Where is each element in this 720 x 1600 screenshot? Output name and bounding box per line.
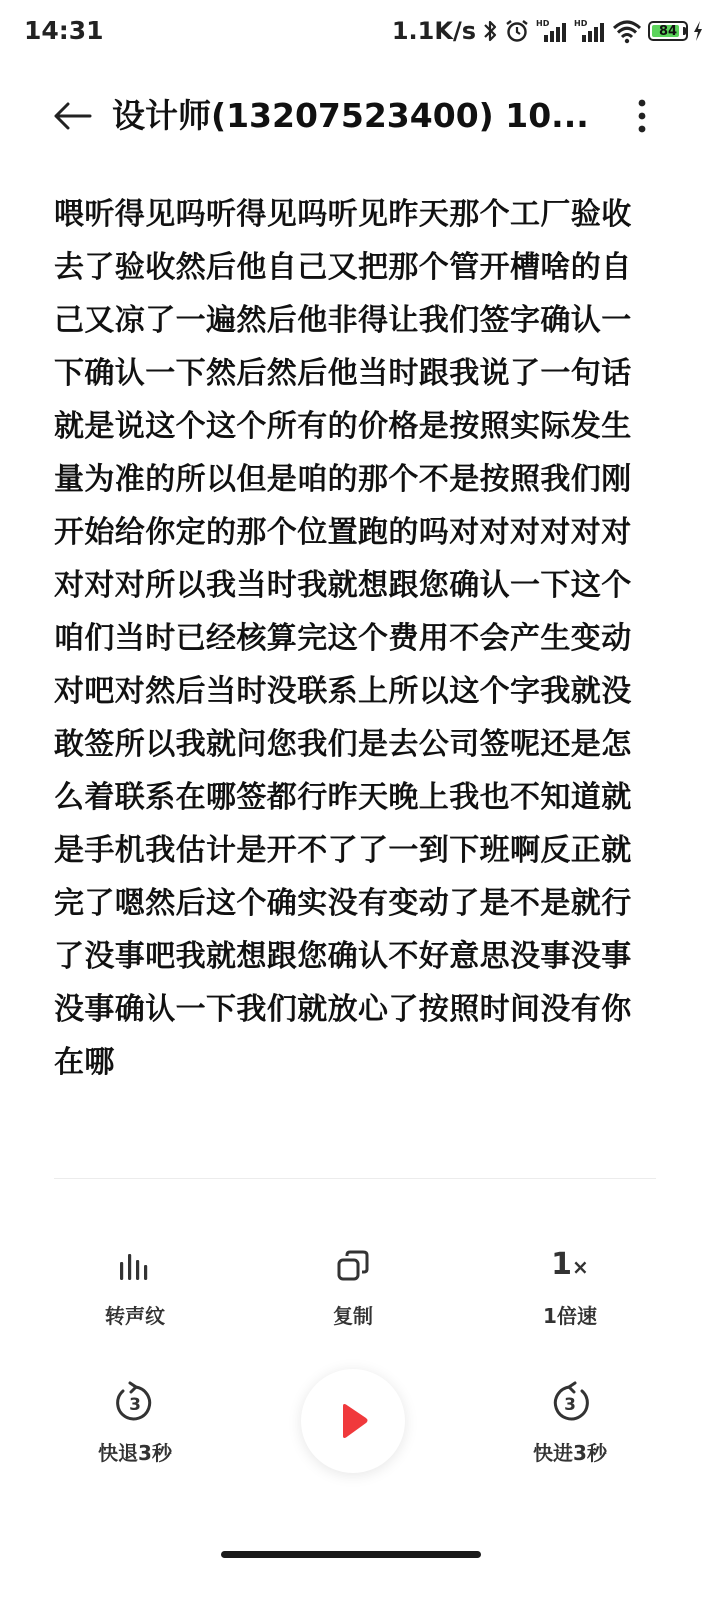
- battery-level: 84: [658, 23, 678, 39]
- signal-hd-icon: [574, 18, 606, 44]
- rewind-label: 快退3秒: [98, 1441, 172, 1465]
- forward-number: 3: [564, 1395, 576, 1415]
- status-time: 14:31: [24, 16, 104, 45]
- transcript-area[interactable]: [54, 188, 634, 1122]
- copy-icon: [336, 1244, 370, 1288]
- waveform-button[interactable]: [55, 1244, 215, 1329]
- more-button[interactable]: [626, 94, 658, 138]
- wifi-icon: [612, 18, 642, 44]
- page-title: 设计师(13207523400) 10...: [112, 96, 589, 135]
- play-icon: [333, 1401, 373, 1441]
- play-button[interactable]: [301, 1369, 405, 1473]
- network-speed: 1.1K/s: [391, 17, 476, 45]
- alarm-icon: [504, 18, 530, 44]
- forward-label: 快进3秒: [533, 1441, 607, 1465]
- waveform-icon: [118, 1244, 152, 1288]
- speed-glyph-number: 1: [551, 1247, 573, 1282]
- forward-button[interactable]: [490, 1381, 650, 1466]
- more-vertical-icon: [637, 98, 647, 134]
- forward-icon: [548, 1381, 592, 1425]
- playback-speed-button[interactable]: [490, 1244, 650, 1329]
- charging-icon: [692, 20, 704, 42]
- status-icons: [392, 16, 704, 46]
- rewind-button[interactable]: [55, 1381, 215, 1466]
- arrow-left-icon: [52, 100, 92, 132]
- home-indicator[interactable]: [221, 1551, 481, 1558]
- rewind-number: 3: [129, 1395, 141, 1415]
- header: [0, 80, 720, 152]
- speed-icon: [551, 1244, 589, 1288]
- waveform-label: 转声纹: [105, 1304, 165, 1328]
- back-button[interactable]: [48, 94, 96, 138]
- status-bar: [0, 0, 720, 64]
- speed-label: 1倍速: [543, 1304, 597, 1328]
- copy-label: 复制: [333, 1304, 373, 1328]
- copy-button[interactable]: [273, 1244, 433, 1329]
- svg-text:HD: HD: [574, 19, 588, 28]
- transcript-text: 喂听得见吗听得见吗听见昨天那个工厂验收去了验收然后他自己又把那个管开槽啥的自己又凉了一遍然后他非得让我们签字确认一下确认一下然后然后他当时跟我说了一句话就是说这个这个所有的价格是按照实际发生量为准的所以但是咱的那个不是按照我们刚开始给你定的那个位置跑的吗对对对对对对对对对所以我当时我就想跟您确认一下这个咱们当时已经核算完这个费用不会产生变动对吧对然后当时没联系上所以这个字我就没敢签所以我就问您我们是去公司签呢还是怎么着联系在哪签都行昨天晚上我也不知道就是手机我估计是开不了了一到下班啊反正就完了嗯然后这个确实没有变动了是不是就行了没事吧我就想跟您确认不好意思没事没事没事确认一下我们就放心了按照时间没有你在哪: [54, 197, 632, 1080]
- divider: [54, 1178, 656, 1179]
- speed-glyph-x: ×: [572, 1255, 589, 1279]
- signal-hd-icon: [536, 18, 568, 44]
- rewind-icon: [113, 1381, 157, 1425]
- svg-text:HD: HD: [536, 19, 550, 28]
- bluetooth-icon: [482, 18, 498, 44]
- battery-icon: [648, 21, 686, 41]
